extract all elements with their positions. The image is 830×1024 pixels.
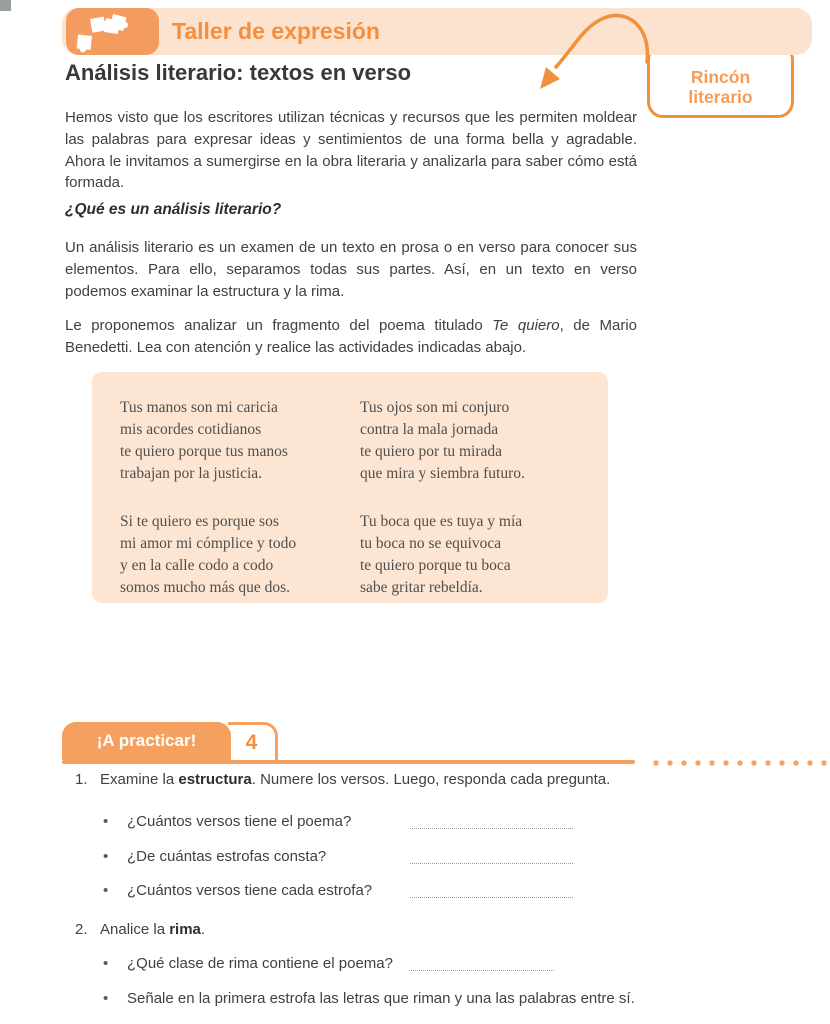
item-text-bold: estructura	[178, 771, 252, 788]
badge-text-line2: literario	[688, 87, 753, 107]
question-versos-estrofa: • ¿Cuántos versos tiene cada estrofa?	[127, 882, 372, 899]
practicar-rule	[62, 760, 635, 764]
question-versos-poema: • ¿Cuántos versos tiene el poema?	[127, 813, 351, 830]
poem-line: te quiero por tu mirada	[360, 443, 503, 460]
proposal-paragraph	[65, 315, 637, 359]
page-corner-mark	[0, 0, 11, 11]
answer-line-1	[410, 828, 573, 829]
question-estrofas: • ¿De cuántas estrofas consta?	[127, 848, 326, 865]
poem-line: te quiero porque tus manos	[120, 443, 288, 460]
intro-paragraph: Hemos visto que los escritores utilizan técnicas y recursos que les permiten moldear las palabras para expresar ideas y sentimientos de una forma bella y agradable. Ahora le invitamos a sumergirse en la obra literaria y analizarla para saber cómo está formada.	[65, 109, 637, 192]
answer-line-4	[409, 970, 554, 971]
item-number: 2.	[75, 921, 88, 938]
workshop-header-band	[62, 8, 812, 55]
poem-title-italic: Te quiero	[492, 317, 560, 334]
poem-line: tu boca no se equivoca	[360, 535, 502, 552]
item-text-pre: Analice la	[100, 921, 170, 938]
subheading: ¿Qué es un análisis literario?	[65, 201, 282, 218]
page-title: Análisis literario: textos en verso	[65, 60, 412, 85]
practicar-number-tab: 4	[228, 722, 278, 760]
answer-line-2	[410, 863, 573, 864]
practicar-dots	[649, 758, 827, 766]
poem-line: Tu boca que es tuya y mía	[360, 513, 523, 530]
definition-paragraph: Un análisis literario es un examen de un texto en prosa o en verso para conocer sus elementos. Para ello, separamos todas sus partes. Así, en un texto en verso podemos examinar la estructura y la rima.	[65, 239, 637, 300]
poem-stanza-2	[360, 397, 608, 485]
poem-line: te quiero porque tu boca	[360, 557, 511, 574]
rincon-literario-badge	[647, 44, 794, 118]
question-clase-rima: • ¿Qué clase de rima contiene el poema?	[127, 955, 393, 972]
poem-line: y en la calle codo a codo	[120, 557, 274, 574]
badge-text-line1: Rincón	[690, 67, 751, 87]
poem-stanza-4	[360, 511, 608, 599]
item-text-pre: Examine la	[100, 771, 179, 788]
poem-line: Tus ojos son mi conjuro	[360, 399, 510, 416]
poem-line: Tus manos son mi caricia	[120, 399, 278, 416]
poem-line: somos mucho más que dos.	[120, 579, 291, 596]
exercise-item-2	[75, 921, 635, 938]
poem-box	[92, 372, 608, 603]
practicar-tab: ¡A practicar!	[62, 722, 231, 760]
poem-line: Si te quiero es porque sos	[120, 513, 279, 530]
item-text-bold: rima	[169, 921, 201, 938]
poem-line: sabe gritar rebeldía.	[360, 579, 483, 596]
item-number: 1.	[75, 771, 88, 788]
poem-line: contra la mala jornada	[360, 421, 499, 438]
item-text-post: .	[200, 921, 206, 938]
workshop-title: Taller de expresión	[172, 18, 380, 44]
poem-line: mis acordes cotidianos	[120, 421, 262, 438]
poem-line: mi amor mi cómplice y todo	[120, 535, 297, 552]
proposal-text-pre: Le proponemos analizar un fragmento del poema titulado	[65, 317, 493, 334]
poem-stanza-3	[120, 511, 360, 599]
poem-stanza-1	[120, 397, 360, 485]
exercise-item-1	[75, 771, 635, 788]
proposal-text-post: , de Mario Benedetti. Lea con atención y realice las actividades indicadas abajo.	[65, 317, 637, 356]
answer-line-3	[410, 897, 573, 898]
puzzle-icon	[66, 8, 159, 55]
poem-line: que mira y siembra futuro.	[360, 465, 525, 482]
question-senale-letras: • Señale en la primera estrofa las letras que riman y una las palabras entre sí.	[127, 990, 635, 1007]
item-text-post: . Numere los versos. Luego, responda cada pregunta.	[251, 771, 611, 788]
poem-line: trabajan por la justicia.	[120, 465, 263, 482]
